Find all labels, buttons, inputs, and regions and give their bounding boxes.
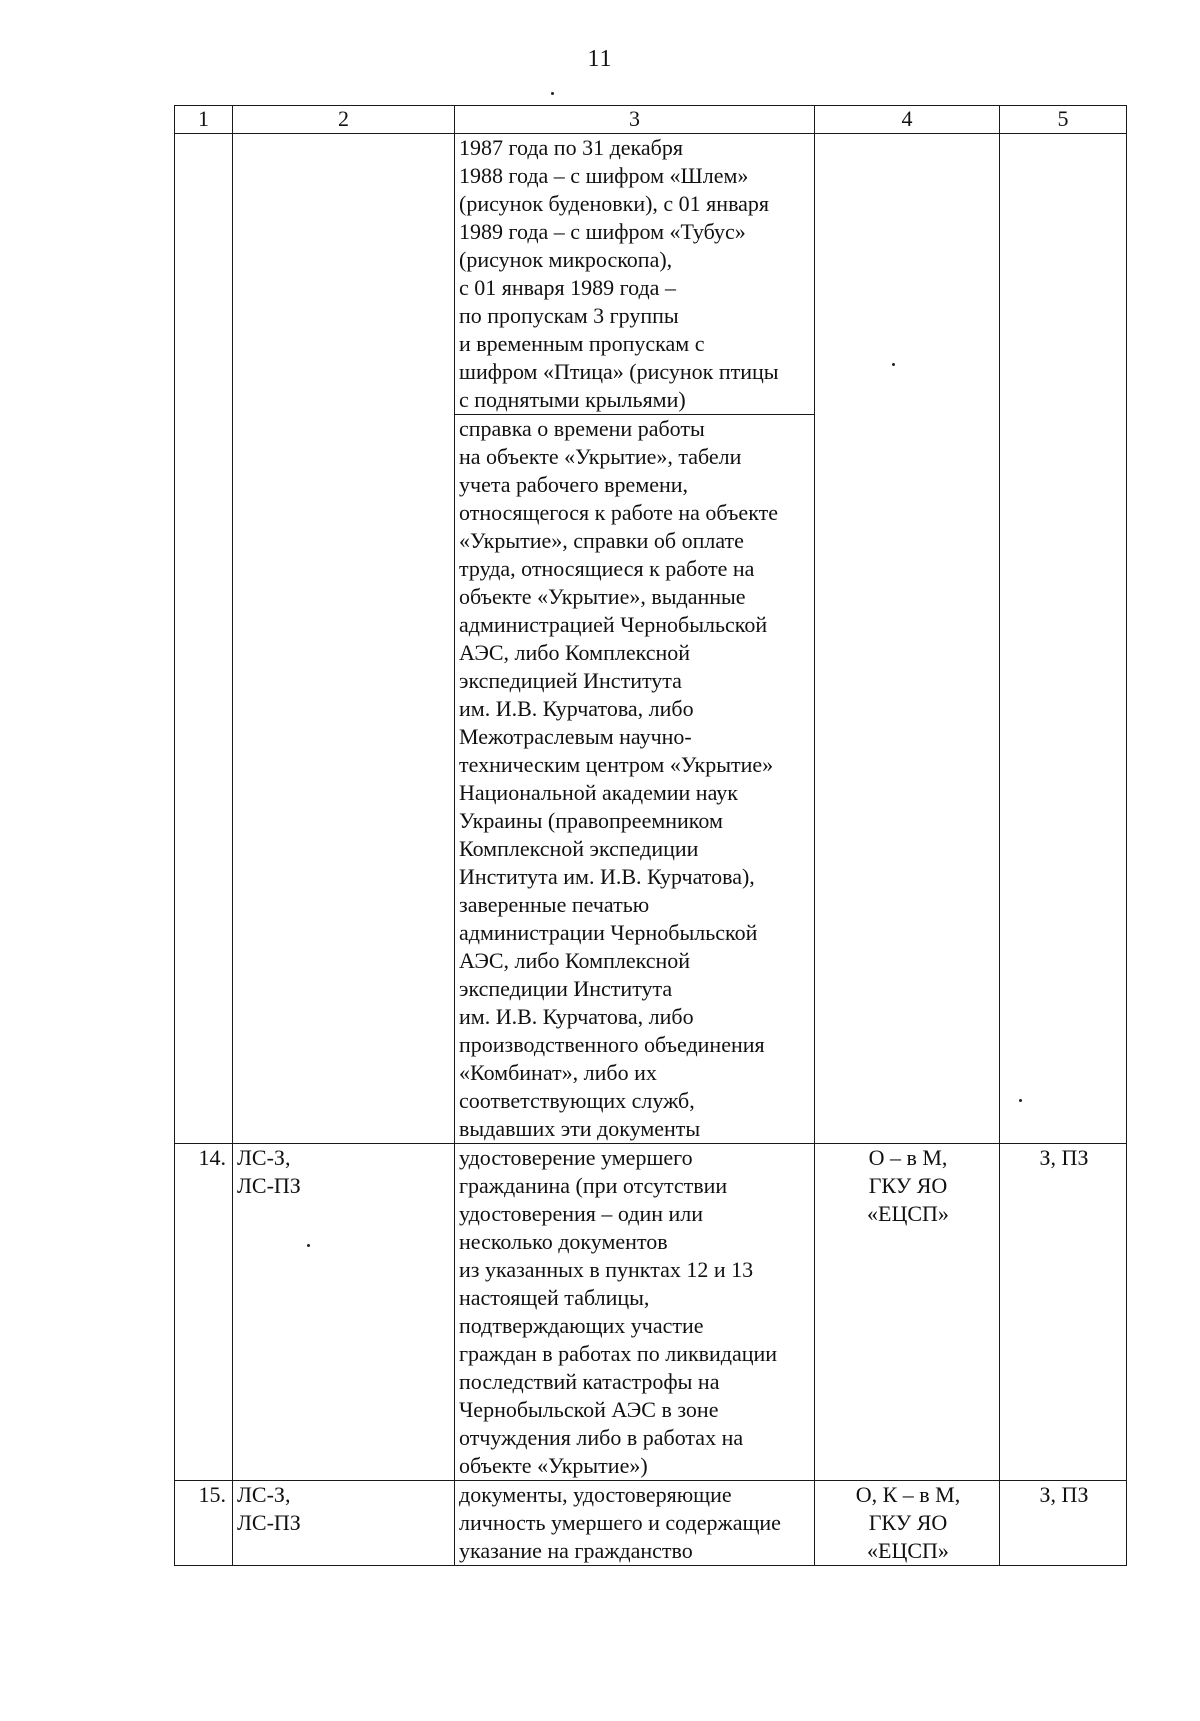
column-header-2: 2: [233, 106, 455, 134]
cell-source: [815, 1481, 1000, 1566]
column-header-3: 3: [455, 106, 815, 134]
cell-document-continuation-2: [455, 415, 815, 1144]
cell-document: [455, 1481, 815, 1566]
document-text: 1987 года по 31 декабря 1988 года – с шифром «Шлем» (рисунок буденовки), с 01 января 1989 года – с шифром «Тубус» (рисунок микроскопа), с 01 января 1989 года – по пропускам 3 группы и временным пропускам с шифром «Птица» (рисунок птицы с поднятыми крыльями): [459, 135, 779, 412]
table-header-row: [175, 106, 1127, 134]
cell-num-empty: [175, 134, 233, 1144]
document-text: удостоверение умершего гражданина (при отсутствии удостоверения – один или несколько документов из указанных в пунктах 12 и 13 настоящей таблицы, подтверждающих участие граждан в работах по ликвидации последствий катастрофы на Чернобыльской АЭС в зоне отчуждения либо в работах на объекте «Укрытие»): [459, 1145, 778, 1478]
source-text: О – в М, ГКУ ЯО «ЕЦСП»: [867, 1145, 949, 1226]
codes-text: ЛС-З, ЛС-ПЗ: [237, 1145, 301, 1198]
cell-type: [1000, 1144, 1127, 1481]
document-table: [174, 105, 1127, 1566]
cell-codes: [233, 1144, 455, 1481]
cell-source-empty: [815, 134, 1000, 1144]
codes-text: ЛС-З, ЛС-ПЗ: [237, 1482, 301, 1535]
cell-document: [455, 1144, 815, 1481]
column-header-1: 1: [175, 106, 233, 134]
cell-document-continuation-1: [455, 134, 815, 415]
type-text: З, ПЗ: [1039, 1145, 1089, 1170]
source-text: О, К – в М, ГКУ ЯО «ЕЦСП»: [855, 1482, 961, 1563]
table-row-continuation: [175, 134, 1127, 415]
column-header-5: 5: [1000, 106, 1127, 134]
document-text: справка о времени работы на объекте «Укрытие», табели учета рабочего времени, относящегося к работе на объекте «Укрытие», справки об оплате труда, относящиеся к работе на объекте «Укрытие», выданные администрацией Чернобыльской АЭС, либо Комплексной экспедицией Института им. И.В. Курчатова, либо Межотраслевым научно- техническим центром «Укрытие» Национальной академии наук Украины (правопреемником Комплексной экспедиции Института им. И.В. Курчатова), заверенные печатью администрации Чернобыльской АЭС, либо Комплексной экспедиции Института им. И.В. Курчатова, либо производственного объединения «Комбинат», либо их соответствующих служб, выдавших эти документы: [459, 416, 778, 1141]
cell-codes-empty: [233, 134, 455, 1144]
row-number: 15.: [175, 1481, 233, 1566]
cell-type-empty: [1000, 134, 1127, 1144]
table-row: [175, 1144, 1127, 1481]
document-text: документы, удостоверяющие личность умершего и содержащие указание на гражданство: [459, 1482, 781, 1563]
cell-codes: [233, 1481, 455, 1566]
row-number: 14.: [175, 1144, 233, 1481]
cell-source: [815, 1144, 1000, 1481]
type-text: З, ПЗ: [1039, 1482, 1089, 1507]
cell-type: [1000, 1481, 1127, 1566]
table-row: [175, 1481, 1127, 1566]
scan-speck: [551, 92, 554, 95]
page-number: 11: [587, 46, 613, 72]
column-header-4: 4: [815, 106, 1000, 134]
